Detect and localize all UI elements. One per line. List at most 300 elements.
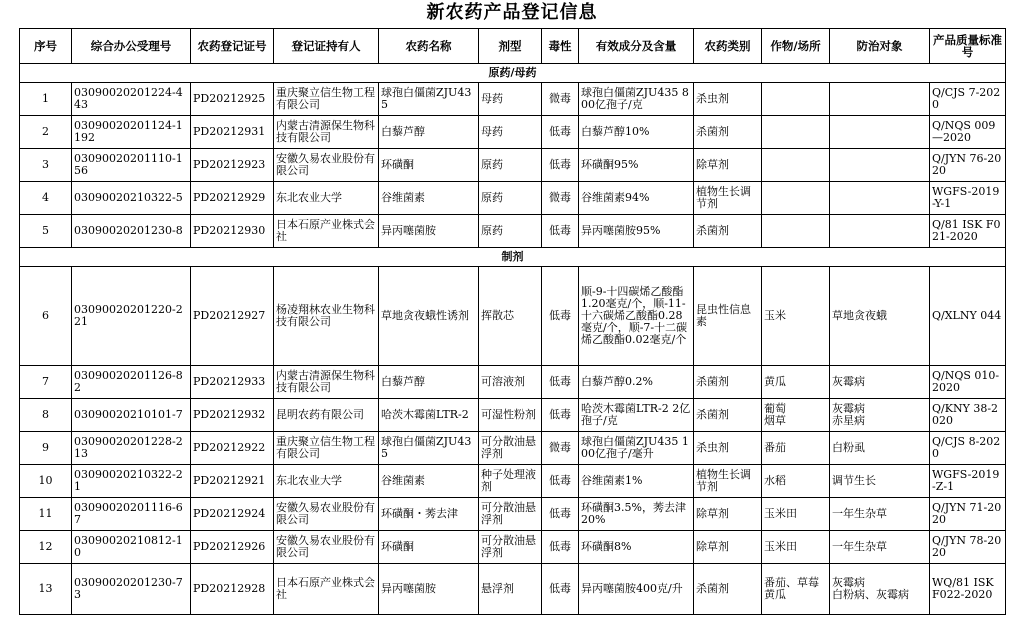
cell-toxicity-text: 低毒 bbox=[549, 125, 571, 138]
cell-standard-no-text: Q/NQS 009—2020 bbox=[932, 119, 996, 144]
cell-formulation-text: 可溶液剂 bbox=[481, 375, 525, 388]
section-row bbox=[20, 64, 1006, 83]
cell-target-text: 灰霉病 赤星病 bbox=[832, 402, 865, 427]
cell-target bbox=[830, 432, 930, 465]
cell-formulation bbox=[479, 432, 542, 465]
cell-category bbox=[694, 531, 762, 564]
cell-target-text: 灰霉病 白粉病、灰霉病 bbox=[832, 576, 909, 601]
col-header-standard-no: 产品质量标准号 bbox=[930, 29, 1006, 64]
cell-toxicity-text: 低毒 bbox=[549, 474, 571, 487]
cell-registration-no-text: PD20212929 bbox=[193, 191, 266, 204]
cell-registration-no-text: PD20212930 bbox=[193, 224, 266, 237]
cell-formulation bbox=[479, 498, 542, 531]
cell-formulation bbox=[479, 149, 542, 182]
cell-target bbox=[830, 465, 930, 498]
cell-category bbox=[694, 432, 762, 465]
cell-formulation bbox=[479, 267, 542, 366]
cell-registration-no bbox=[191, 83, 274, 116]
cell-pesticide-name-text: 哈茨木霉菌LTR-2 bbox=[381, 408, 469, 421]
cell-pesticide-name-text: 谷维菌素 bbox=[381, 474, 425, 487]
cell-acceptance-no-text: 03090020210322-21 bbox=[74, 468, 183, 493]
cell-crop bbox=[762, 564, 830, 615]
cell-crop bbox=[762, 149, 830, 182]
cell-standard-no-text: WQ/81 ISK F022-2020 bbox=[932, 576, 994, 601]
table-row bbox=[20, 531, 1006, 564]
registration-table bbox=[19, 28, 1006, 615]
cell-category-text: 除草剂 bbox=[696, 540, 729, 553]
cell-registration-no bbox=[191, 531, 274, 564]
cell-holder bbox=[274, 267, 379, 366]
cell-standard-no bbox=[930, 498, 1006, 531]
cell-toxicity bbox=[542, 149, 579, 182]
cell-index-text: 6 bbox=[42, 309, 49, 322]
cell-active-ingredient-text: 球孢白僵菌ZJU435 800亿孢子/克 bbox=[581, 86, 689, 111]
cell-holder-text: 安徽久易农业股份有限公司 bbox=[276, 152, 375, 177]
cell-standard-no-text: WGFS-2019-Z-1 bbox=[932, 468, 1000, 493]
cell-registration-no-text: PD20212923 bbox=[193, 158, 266, 171]
cell-acceptance-no-text: 03090020201230-73 bbox=[74, 576, 183, 601]
cell-category bbox=[694, 215, 762, 248]
cell-index bbox=[20, 531, 72, 564]
cell-standard-no bbox=[930, 182, 1006, 215]
cell-target bbox=[830, 267, 930, 366]
cell-active-ingredient bbox=[579, 116, 694, 149]
cell-category bbox=[694, 182, 762, 215]
cell-formulation-text: 原药 bbox=[481, 158, 503, 171]
cell-active-ingredient-text: 球孢白僵菌ZJU435 100亿孢子/毫升 bbox=[581, 435, 689, 460]
cell-index bbox=[20, 116, 72, 149]
cell-toxicity bbox=[542, 498, 579, 531]
cell-toxicity-text: 微毒 bbox=[549, 441, 571, 454]
cell-holder bbox=[274, 366, 379, 399]
cell-toxicity bbox=[542, 531, 579, 564]
cell-active-ingredient bbox=[579, 564, 694, 615]
cell-acceptance-no-text: 03090020201220-221 bbox=[74, 303, 183, 328]
table-row bbox=[20, 465, 1006, 498]
cell-standard-no bbox=[930, 366, 1006, 399]
cell-holder bbox=[274, 182, 379, 215]
section-row bbox=[20, 248, 1006, 267]
cell-toxicity bbox=[542, 182, 579, 215]
cell-active-ingredient-text: 谷维菌素1% bbox=[581, 474, 643, 487]
cell-acceptance-no-text: 03090020201124-1192 bbox=[74, 119, 183, 144]
cell-category-text: 植物生长调节剂 bbox=[696, 468, 751, 493]
cell-standard-no-text: Q/CJS 7-2020 bbox=[932, 86, 1001, 111]
cell-holder-text: 昆明农药有限公司 bbox=[276, 408, 364, 421]
cell-target-text: 一年生杂草 bbox=[832, 540, 887, 553]
col-header-target: 防治对象 bbox=[830, 29, 930, 64]
cell-category-text: 杀菌剂 bbox=[696, 408, 729, 421]
cell-standard-no bbox=[930, 399, 1006, 432]
cell-acceptance-no bbox=[72, 531, 191, 564]
cell-registration-no-text: PD20212922 bbox=[193, 441, 266, 454]
cell-holder bbox=[274, 83, 379, 116]
cell-standard-no-text: Q/JYN 78-2020 bbox=[932, 534, 1002, 559]
cell-standard-no-text: Q/81 ISK F021-2020 bbox=[932, 218, 1001, 243]
cell-holder bbox=[274, 465, 379, 498]
cell-standard-no bbox=[930, 215, 1006, 248]
cell-toxicity-text: 低毒 bbox=[549, 224, 571, 237]
cell-formulation-text: 可分散油悬浮剂 bbox=[481, 534, 536, 559]
cell-category-text: 杀菌剂 bbox=[696, 375, 729, 388]
cell-crop-text: 玉米 bbox=[764, 309, 786, 322]
cell-active-ingredient-text: 环磺酮8% bbox=[581, 540, 632, 553]
cell-target-text: 草地贪夜蛾 bbox=[832, 309, 887, 322]
cell-toxicity bbox=[542, 83, 579, 116]
cell-pesticide-name-text: 环磺酮・莠去津 bbox=[381, 507, 458, 520]
cell-standard-no bbox=[930, 83, 1006, 116]
cell-index-text: 3 bbox=[42, 158, 49, 171]
cell-index-text: 4 bbox=[42, 191, 49, 204]
cell-acceptance-no bbox=[72, 149, 191, 182]
cell-category-text: 杀菌剂 bbox=[696, 125, 729, 138]
cell-standard-no bbox=[930, 531, 1006, 564]
section-title: 制剂 bbox=[20, 248, 1006, 267]
cell-category bbox=[694, 149, 762, 182]
cell-pesticide-name-text: 球孢白僵菌ZJU435 bbox=[381, 435, 472, 460]
cell-crop bbox=[762, 267, 830, 366]
cell-registration-no bbox=[191, 149, 274, 182]
cell-holder-text: 日本石原产业株式会社 bbox=[276, 576, 375, 601]
cell-target-text: 调节生长 bbox=[832, 474, 876, 487]
cell-pesticide-name bbox=[379, 465, 479, 498]
section-title: 原药/母药 bbox=[20, 64, 1006, 83]
cell-active-ingredient bbox=[579, 215, 694, 248]
cell-registration-no-text: PD20212932 bbox=[193, 408, 266, 421]
cell-toxicity-text: 低毒 bbox=[549, 582, 571, 595]
cell-toxicity bbox=[542, 366, 579, 399]
cell-index bbox=[20, 564, 72, 615]
cell-index-text: 2 bbox=[42, 125, 49, 138]
cell-index-text: 11 bbox=[38, 507, 53, 520]
cell-crop-text: 玉米田 bbox=[764, 540, 797, 553]
cell-category-text: 除草剂 bbox=[696, 158, 729, 171]
cell-acceptance-no bbox=[72, 366, 191, 399]
cell-category-text: 植物生长调节剂 bbox=[696, 185, 751, 210]
cell-active-ingredient bbox=[579, 267, 694, 366]
cell-holder-text: 重庆聚立信生物工程有限公司 bbox=[276, 435, 375, 460]
cell-active-ingredient bbox=[579, 149, 694, 182]
cell-holder-text: 日本石原产业株式会社 bbox=[276, 218, 375, 243]
cell-category bbox=[694, 498, 762, 531]
cell-registration-no-text: PD20212921 bbox=[193, 474, 266, 487]
cell-registration-no bbox=[191, 564, 274, 615]
cell-standard-no bbox=[930, 116, 1006, 149]
cell-acceptance-no bbox=[72, 215, 191, 248]
cell-active-ingredient bbox=[579, 432, 694, 465]
cell-crop bbox=[762, 465, 830, 498]
cell-pesticide-name-text: 谷维菌素 bbox=[381, 191, 425, 204]
cell-acceptance-no-text: 03090020210812-10 bbox=[74, 534, 183, 559]
cell-registration-no bbox=[191, 399, 274, 432]
cell-standard-no bbox=[930, 432, 1006, 465]
cell-formulation-text: 可分散油悬浮剂 bbox=[481, 435, 536, 460]
cell-pesticide-name bbox=[379, 149, 479, 182]
cell-active-ingredient-text: 哈茨木霉菌LTR-2 2亿孢子/克 bbox=[581, 402, 691, 427]
cell-crop-text: 水稻 bbox=[764, 474, 786, 487]
cell-toxicity bbox=[542, 215, 579, 248]
cell-holder-text: 杨凌翔林农业生物科技有限公司 bbox=[276, 303, 375, 328]
cell-crop bbox=[762, 215, 830, 248]
cell-crop bbox=[762, 116, 830, 149]
cell-index bbox=[20, 366, 72, 399]
cell-category-text: 杀菌剂 bbox=[696, 224, 729, 237]
cell-crop-text: 玉米田 bbox=[764, 507, 797, 520]
cell-holder bbox=[274, 498, 379, 531]
cell-crop bbox=[762, 531, 830, 564]
cell-registration-no bbox=[191, 465, 274, 498]
cell-target bbox=[830, 399, 930, 432]
table-row bbox=[20, 399, 1006, 432]
cell-formulation-text: 母药 bbox=[481, 92, 503, 105]
cell-acceptance-no bbox=[72, 116, 191, 149]
cell-index-text: 1 bbox=[42, 92, 49, 105]
cell-toxicity-text: 低毒 bbox=[549, 540, 571, 553]
cell-registration-no-text: PD20212931 bbox=[193, 125, 266, 138]
cell-toxicity-text: 低毒 bbox=[549, 507, 571, 520]
cell-category bbox=[694, 465, 762, 498]
cell-formulation-text: 原药 bbox=[481, 224, 503, 237]
cell-registration-no bbox=[191, 267, 274, 366]
cell-category-text: 杀菌剂 bbox=[696, 582, 729, 595]
cell-category bbox=[694, 116, 762, 149]
cell-target bbox=[830, 564, 930, 615]
cell-crop bbox=[762, 366, 830, 399]
cell-holder-text: 重庆聚立信生物工程有限公司 bbox=[276, 86, 375, 111]
col-header-index: 序号 bbox=[20, 29, 72, 64]
cell-acceptance-no-text: 03090020201110-156 bbox=[74, 152, 183, 177]
cell-target-text: 白粉虱 bbox=[832, 441, 865, 454]
cell-active-ingredient-text: 环磺酮95% bbox=[581, 158, 639, 171]
cell-pesticide-name bbox=[379, 564, 479, 615]
cell-pesticide-name bbox=[379, 182, 479, 215]
cell-pesticide-name bbox=[379, 366, 479, 399]
cell-crop bbox=[762, 83, 830, 116]
cell-formulation bbox=[479, 83, 542, 116]
cell-formulation bbox=[479, 531, 542, 564]
table-row bbox=[20, 267, 1006, 366]
cell-standard-no-text: Q/CJS 8-2020 bbox=[932, 435, 1001, 460]
cell-category bbox=[694, 366, 762, 399]
cell-active-ingredient bbox=[579, 366, 694, 399]
cell-category bbox=[694, 83, 762, 116]
cell-acceptance-no bbox=[72, 432, 191, 465]
cell-active-ingredient-text: 白藜芦醇0.2% bbox=[581, 375, 653, 388]
cell-formulation-text: 种子处理液剂 bbox=[481, 468, 536, 493]
cell-registration-no bbox=[191, 215, 274, 248]
header-row bbox=[20, 29, 1006, 64]
cell-crop-text: 葡萄 烟草 bbox=[764, 402, 786, 427]
cell-pesticide-name-text: 异丙噻菌胺 bbox=[381, 224, 436, 237]
cell-formulation-text: 原药 bbox=[481, 191, 503, 204]
cell-active-ingredient-text: 谷维菌素94% bbox=[581, 191, 650, 204]
table-row bbox=[20, 366, 1006, 399]
cell-crop-text: 黄瓜 bbox=[764, 375, 786, 388]
cell-formulation-text: 母药 bbox=[481, 125, 503, 138]
cell-active-ingredient-text: 白藜芦醇10% bbox=[581, 125, 650, 138]
cell-registration-no-text: PD20212926 bbox=[193, 540, 266, 553]
table-row bbox=[20, 564, 1006, 615]
cell-formulation bbox=[479, 182, 542, 215]
cell-index bbox=[20, 498, 72, 531]
cell-toxicity-text: 微毒 bbox=[549, 191, 571, 204]
table-row bbox=[20, 498, 1006, 531]
cell-standard-no-text: Q/KNY 38-2020 bbox=[932, 402, 999, 427]
cell-holder bbox=[274, 399, 379, 432]
cell-toxicity-text: 低毒 bbox=[549, 375, 571, 388]
col-header-pesticide-name: 农药名称 bbox=[379, 29, 479, 64]
cell-target bbox=[830, 498, 930, 531]
cell-pesticide-name-text: 白藜芦醇 bbox=[381, 125, 425, 138]
cell-formulation bbox=[479, 366, 542, 399]
cell-toxicity-text: 低毒 bbox=[549, 158, 571, 171]
cell-holder bbox=[274, 432, 379, 465]
cell-pesticide-name-text: 环磺酮 bbox=[381, 540, 414, 553]
cell-target bbox=[830, 366, 930, 399]
col-header-crop: 作物/场所 bbox=[762, 29, 830, 64]
col-header-holder: 登记证持有人 bbox=[274, 29, 379, 64]
cell-index-text: 8 bbox=[42, 408, 49, 421]
cell-index bbox=[20, 215, 72, 248]
cell-index-text: 9 bbox=[42, 441, 49, 454]
cell-active-ingredient-text: 异丙噻菌胺95% bbox=[581, 224, 661, 237]
cell-holder bbox=[274, 215, 379, 248]
cell-registration-no-text: PD20212927 bbox=[193, 309, 266, 322]
cell-active-ingredient bbox=[579, 531, 694, 564]
cell-holder-text: 安徽久易农业股份有限公司 bbox=[276, 534, 375, 559]
cell-registration-no bbox=[191, 432, 274, 465]
cell-formulation-text: 挥散芯 bbox=[481, 309, 514, 322]
cell-acceptance-no-text: 03090020201228-213 bbox=[74, 435, 183, 460]
cell-acceptance-no bbox=[72, 267, 191, 366]
cell-standard-no-text: Q/NQS 010-2020 bbox=[932, 369, 1000, 394]
cell-registration-no-text: PD20212933 bbox=[193, 375, 266, 388]
cell-index-text: 13 bbox=[38, 582, 53, 595]
cell-acceptance-no-text: 03090020201230-8 bbox=[74, 224, 183, 237]
cell-active-ingredient bbox=[579, 498, 694, 531]
cell-holder-text: 东北农业大学 bbox=[276, 474, 342, 487]
cell-acceptance-no bbox=[72, 182, 191, 215]
cell-crop bbox=[762, 498, 830, 531]
cell-acceptance-no bbox=[72, 399, 191, 432]
cell-holder-text: 内蒙古清源保生物科技有限公司 bbox=[276, 369, 375, 394]
cell-index bbox=[20, 465, 72, 498]
cell-crop bbox=[762, 432, 830, 465]
cell-toxicity bbox=[542, 116, 579, 149]
cell-toxicity bbox=[542, 564, 579, 615]
page-title: 新农药产品登记信息 bbox=[426, 2, 598, 23]
col-header-category: 农药类别 bbox=[694, 29, 762, 64]
cell-crop-text: 番茄、草莓 黄瓜 bbox=[764, 576, 819, 601]
cell-holder-text: 东北农业大学 bbox=[276, 191, 342, 204]
cell-standard-no bbox=[930, 267, 1006, 366]
cell-registration-no bbox=[191, 366, 274, 399]
cell-pesticide-name-text: 异丙噻菌胺 bbox=[381, 582, 436, 595]
cell-toxicity bbox=[542, 432, 579, 465]
cell-pesticide-name bbox=[379, 267, 479, 366]
cell-holder-text: 内蒙古清源保生物科技有限公司 bbox=[276, 119, 375, 144]
cell-index bbox=[20, 399, 72, 432]
cell-index-text: 5 bbox=[42, 224, 49, 237]
cell-holder bbox=[274, 531, 379, 564]
table-row bbox=[20, 116, 1006, 149]
cell-registration-no-text: PD20212928 bbox=[193, 582, 266, 595]
cell-holder bbox=[274, 116, 379, 149]
cell-toxicity bbox=[542, 465, 579, 498]
cell-acceptance-no bbox=[72, 83, 191, 116]
cell-category-text: 杀虫剂 bbox=[696, 441, 729, 454]
cell-pesticide-name bbox=[379, 498, 479, 531]
cell-acceptance-no-text: 03090020201224-443 bbox=[74, 86, 183, 111]
cell-target-text: 灰霉病 bbox=[832, 375, 865, 388]
cell-toxicity-text: 微毒 bbox=[549, 92, 571, 105]
cell-index bbox=[20, 267, 72, 366]
cell-index bbox=[20, 149, 72, 182]
cell-standard-no bbox=[930, 149, 1006, 182]
cell-category bbox=[694, 564, 762, 615]
cell-crop bbox=[762, 399, 830, 432]
cell-pesticide-name bbox=[379, 399, 479, 432]
col-header-toxicity: 毒性 bbox=[542, 29, 579, 64]
cell-active-ingredient-text: 顺-9-十四碳烯乙酸酯1.20毫克/个，顺-11-十六碳烯乙酸酯0.28毫克/个，顺-7-十二碳烯乙酸酯0.02毫克/个 bbox=[581, 285, 688, 346]
cell-formulation bbox=[479, 465, 542, 498]
table-row bbox=[20, 432, 1006, 465]
table-row bbox=[20, 149, 1006, 182]
cell-index-text: 12 bbox=[38, 540, 53, 553]
cell-target bbox=[830, 116, 930, 149]
cell-active-ingredient bbox=[579, 465, 694, 498]
cell-target bbox=[830, 215, 930, 248]
cell-holder bbox=[274, 149, 379, 182]
cell-category bbox=[694, 267, 762, 366]
cell-registration-no bbox=[191, 182, 274, 215]
cell-toxicity bbox=[542, 267, 579, 366]
cell-toxicity-text: 低毒 bbox=[549, 408, 571, 421]
cell-holder-text: 安徽久易农业股份有限公司 bbox=[276, 501, 375, 526]
cell-category-text: 昆虫性信息素 bbox=[696, 303, 751, 328]
cell-formulation-text: 可分散油悬浮剂 bbox=[481, 501, 536, 526]
cell-crop bbox=[762, 182, 830, 215]
cell-index-text: 10 bbox=[38, 474, 53, 487]
cell-active-ingredient bbox=[579, 83, 694, 116]
cell-formulation-text: 悬浮剂 bbox=[481, 582, 514, 595]
cell-acceptance-no bbox=[72, 564, 191, 615]
cell-acceptance-no-text: 03090020210101-7 bbox=[74, 408, 183, 421]
cell-registration-no-text: PD20212925 bbox=[193, 92, 266, 105]
cell-active-ingredient-text: 异丙噻菌胺400克/升 bbox=[581, 582, 683, 595]
cell-acceptance-no-text: 03090020210322-5 bbox=[74, 191, 183, 204]
cell-index bbox=[20, 182, 72, 215]
col-header-registration-no: 农药登记证号 bbox=[191, 29, 274, 64]
cell-toxicity bbox=[542, 399, 579, 432]
cell-standard-no-text: Q/XLNY 044 bbox=[932, 309, 1002, 322]
cell-registration-no bbox=[191, 498, 274, 531]
cell-formulation bbox=[479, 399, 542, 432]
cell-formulation bbox=[479, 564, 542, 615]
cell-acceptance-no bbox=[72, 498, 191, 531]
cell-acceptance-no-text: 03090020201116-67 bbox=[74, 501, 183, 526]
cell-active-ingredient bbox=[579, 182, 694, 215]
cell-standard-no-text: WGFS-2019-Y-1 bbox=[932, 185, 1000, 210]
cell-crop-text: 番茄 bbox=[764, 441, 786, 454]
cell-registration-no bbox=[191, 116, 274, 149]
cell-category-text: 除草剂 bbox=[696, 507, 729, 520]
cell-pesticide-name-text: 草地贪夜蛾性诱剂 bbox=[381, 309, 469, 322]
cell-standard-no-text: Q/JYN 71-2020 bbox=[932, 501, 1002, 526]
cell-category bbox=[694, 399, 762, 432]
cell-active-ingredient-text: 环磺酮3.5%，莠去津20% bbox=[581, 501, 686, 526]
cell-target-text: 一年生杂草 bbox=[832, 507, 887, 520]
